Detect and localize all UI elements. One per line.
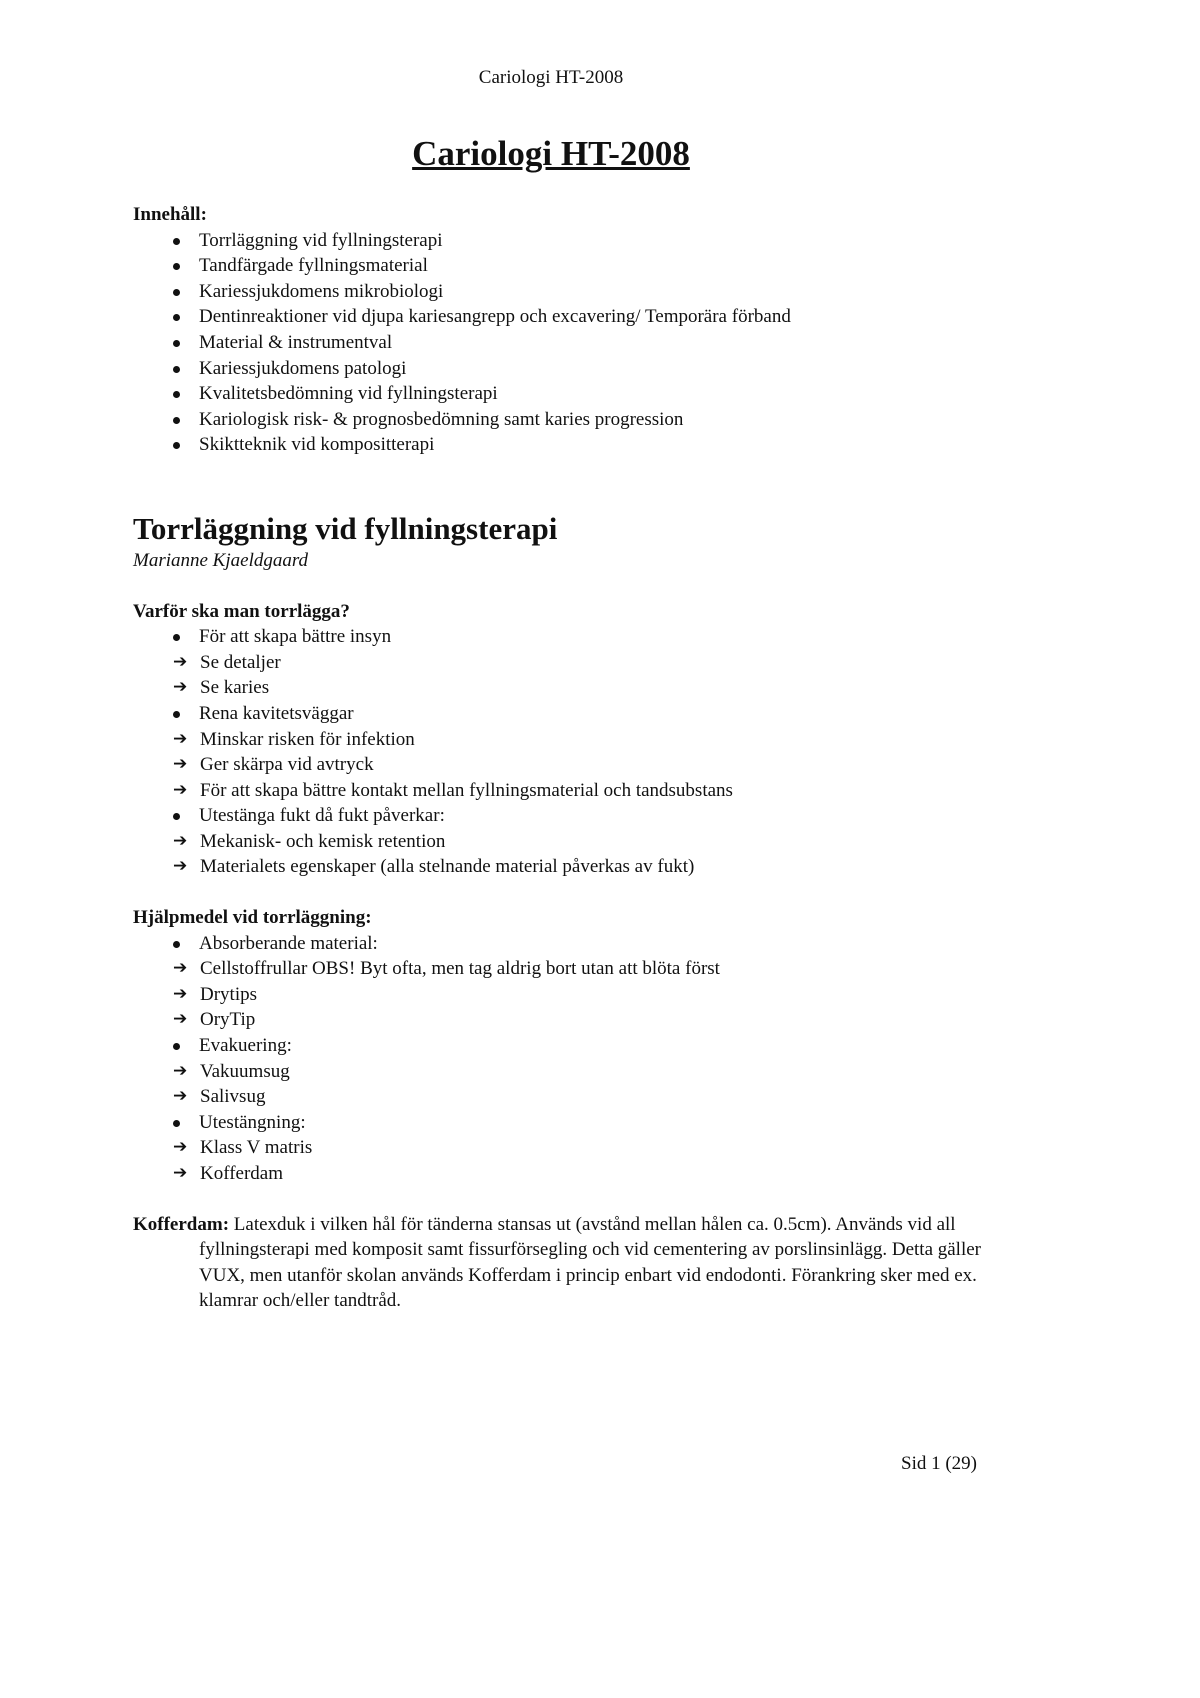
sub-list-wrapper xyxy=(133,727,993,804)
sub-list-item-text: OryTip xyxy=(200,1009,256,1031)
toc-item xyxy=(133,279,993,305)
kofferdam-text: Latexduk i vilken hål för tänderna stansas ut (avstånd mellan hålen ca. 0.5cm). Används vid all fyllningsterapi med komposit samt fissurförsegling och vid cementering av porslinsinlägg. Detta gäller VUX, men utanför skolan används Kofferdam i princip enbart vid endodonti. Förankring sker med ex. klamrar och/eller tandtråd. xyxy=(199,1213,981,1312)
sub-list-item xyxy=(133,752,993,778)
sub-list xyxy=(133,727,993,804)
arrow-icon: ➔ xyxy=(173,651,188,672)
toc-label: Innehåll: xyxy=(133,204,207,225)
page-header: Cariologi HT-2008 xyxy=(478,67,624,88)
kofferdam-term: Kofferdam: xyxy=(133,1213,230,1235)
list-item-text: För att skapa bättre insyn xyxy=(199,626,392,648)
sub-list-item xyxy=(133,854,993,880)
toc-item-text: Kvalitetsbedömning vid fyllningsterapi xyxy=(199,383,498,405)
list-item xyxy=(133,624,993,650)
why-heading: Varför ska man torrlägga? xyxy=(133,600,350,622)
page-number: Sid 1 (29) xyxy=(901,1453,977,1474)
toc-item xyxy=(133,304,993,330)
document-content xyxy=(133,202,993,1314)
arrow-icon: ➔ xyxy=(173,1060,188,1081)
arrow-icon: ➔ xyxy=(173,779,188,800)
sub-list-item xyxy=(133,675,993,701)
sub-list-item-text: Salivsug xyxy=(200,1086,266,1108)
arrow-icon: ➔ xyxy=(173,1137,188,1158)
toc-item xyxy=(133,330,993,356)
toc-item-text: Kariessjukdomens patologi xyxy=(199,357,407,379)
sub-list-wrapper xyxy=(133,1135,993,1186)
sub-list xyxy=(133,956,993,1033)
sub-list-item-text: Se detaljer xyxy=(200,651,281,673)
sub-list xyxy=(133,1135,993,1186)
toc-item-text: Torrläggning vid fyllningsterapi xyxy=(199,229,443,251)
document-title: Cariologi HT-2008 xyxy=(412,134,690,173)
sub-list-item-text: Mekanisk- och kemisk retention xyxy=(200,830,446,852)
bullet-icon xyxy=(173,442,180,449)
arrow-icon: ➔ xyxy=(173,1163,188,1183)
sub-list-item xyxy=(133,650,993,676)
bullet-icon xyxy=(173,366,180,373)
arrow-icon: ➔ xyxy=(173,1086,188,1107)
arrow-icon: ➔ xyxy=(173,958,188,979)
sub-list xyxy=(133,829,993,880)
sub-list-item-text: Cellstoffrullar OBS! Byt ofta, men tag aldrig bort utan att blöta först xyxy=(200,958,720,980)
bullet-icon xyxy=(173,340,180,347)
list-item-text: Absorberande material: xyxy=(199,932,378,954)
arrow-icon: ➔ xyxy=(173,830,188,851)
list-item-text: Utestängning: xyxy=(199,1111,306,1133)
sub-list-item-text: Ger skärpa vid avtryck xyxy=(200,754,374,776)
toc-item-text: Dentinreaktioner vid djupa kariesangrepp och excavering/ Temporära förband xyxy=(199,306,791,328)
list-item xyxy=(133,1033,993,1059)
list-item xyxy=(133,803,993,829)
sub-list-item xyxy=(133,727,993,753)
toc-item xyxy=(133,432,993,458)
bullet-icon xyxy=(173,289,180,296)
sub-list-item-text: Kofferdam xyxy=(200,1163,284,1184)
bullet-icon xyxy=(173,1043,180,1050)
sub-list xyxy=(133,1059,993,1110)
sub-list-wrapper xyxy=(133,829,993,880)
sub-list-item-text: Vakuumsug xyxy=(200,1060,290,1082)
section-author: Marianne Kjaeldgaard xyxy=(133,549,309,571)
list-item xyxy=(133,931,993,957)
sub-list-item xyxy=(133,1084,993,1110)
arrow-icon: ➔ xyxy=(173,728,188,749)
sub-list-item xyxy=(133,1007,993,1033)
sub-list-item xyxy=(133,1135,993,1161)
sub-list-wrapper xyxy=(133,1059,993,1110)
list-item xyxy=(133,1110,993,1136)
sub-list-item xyxy=(133,829,993,855)
list-item-text: Utestänga fukt då fukt påverkar: xyxy=(199,805,445,827)
arrow-icon: ➔ xyxy=(173,856,188,877)
bullet-icon xyxy=(173,1120,180,1127)
sub-list-item xyxy=(133,778,993,804)
bullet-icon xyxy=(173,238,180,245)
aids-list xyxy=(133,931,993,1187)
list-item-text: Rena kavitetsväggar xyxy=(199,702,354,724)
toc-item xyxy=(133,381,993,407)
sub-list-item-text: Klass V matris xyxy=(200,1137,313,1159)
toc-item-text: Kariessjukdomens mikrobiologi xyxy=(199,280,444,302)
toc-item-text: Kariologisk risk- & prognosbedömning samt karies progression xyxy=(199,408,684,430)
sub-list-item xyxy=(133,956,993,982)
toc-item xyxy=(133,253,993,279)
sub-list-item-text: Drytips xyxy=(200,983,257,1005)
sub-list-item-text: Minskar risken för infektion xyxy=(200,728,415,750)
bullet-icon xyxy=(173,417,180,424)
arrow-icon: ➔ xyxy=(173,1009,188,1030)
sub-list-item-text: För att skapa bättre kontakt mellan fyllningsmaterial och tandsubstans xyxy=(200,779,733,801)
bullet-icon xyxy=(173,711,180,718)
aids-heading: Hjälpmedel vid torrläggning: xyxy=(133,907,372,929)
toc-item-text: Skiktteknik vid kompositterapi xyxy=(199,434,435,456)
toc-item xyxy=(133,228,993,254)
bullet-icon xyxy=(173,263,180,270)
sub-list-item-text: Se karies xyxy=(200,677,270,699)
arrow-icon: ➔ xyxy=(173,983,188,1004)
sub-list-item-text: Materialets egenskaper (alla stelnande material påverkas av fukt) xyxy=(200,856,695,878)
toc-list xyxy=(133,228,993,458)
toc-item-text: Material & instrumentval xyxy=(199,331,393,353)
bullet-icon xyxy=(173,941,180,948)
arrow-icon: ➔ xyxy=(173,754,188,775)
sub-list-wrapper xyxy=(133,956,993,1033)
bullet-icon xyxy=(173,634,180,641)
section-title: Torrläggning vid fyllningsterapi xyxy=(133,510,558,546)
sub-list-item xyxy=(133,982,993,1008)
why-list xyxy=(133,624,993,880)
list-item xyxy=(133,701,993,727)
toc-item-text: Tandfärgade fyllningsmaterial xyxy=(199,255,428,277)
sub-list xyxy=(133,650,993,701)
sub-list-wrapper xyxy=(133,650,993,701)
kofferdam-paragraph xyxy=(133,1212,993,1314)
sub-list-item xyxy=(133,1059,993,1085)
toc-item xyxy=(133,356,993,382)
bullet-icon xyxy=(173,391,180,398)
bullet-icon xyxy=(173,314,180,321)
sub-list-item xyxy=(133,1161,993,1187)
toc-item xyxy=(133,407,993,433)
bullet-icon xyxy=(173,813,180,820)
list-item-text: Evakuering: xyxy=(199,1035,292,1057)
arrow-icon: ➔ xyxy=(173,677,188,698)
